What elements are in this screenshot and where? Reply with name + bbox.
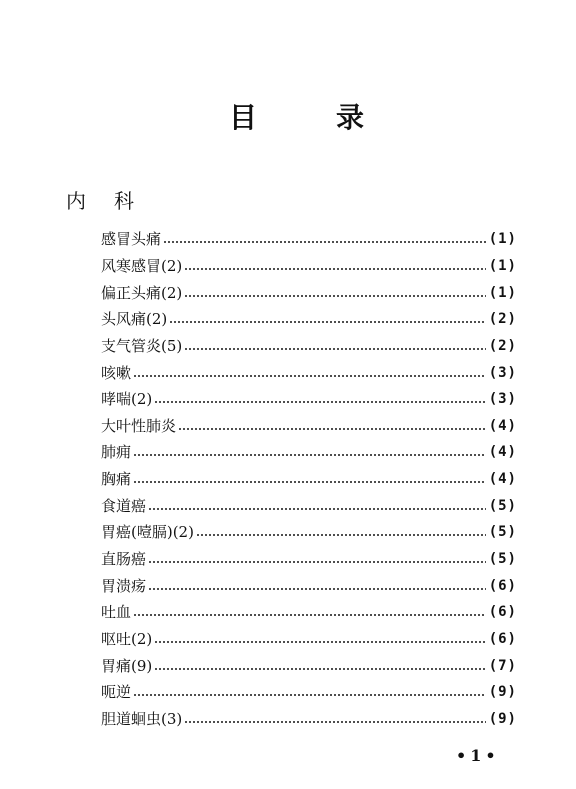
toc-entry[interactable] <box>101 626 517 653</box>
page-number: •1• <box>456 746 500 765</box>
toc-dot-leader <box>178 428 486 430</box>
toc-entry[interactable] <box>101 492 517 519</box>
toc-entry[interactable] <box>101 679 517 706</box>
toc-entry-page: (1) <box>488 231 517 248</box>
toc-entry-page: (5) <box>488 524 517 541</box>
toc-dot-leader <box>148 508 486 510</box>
toc-entry-page: (4) <box>488 444 517 461</box>
toc-entry-page: (6) <box>488 577 517 594</box>
toc-entry-title: 胃溃疡 <box>101 576 147 595</box>
toc-entry[interactable] <box>101 546 517 573</box>
toc-entry[interactable] <box>101 359 517 386</box>
section-heading <box>0 186 576 216</box>
toc-entry-page: (4) <box>488 417 517 434</box>
toc-entry-title: 吐血 <box>101 603 132 622</box>
toc-dot-leader <box>133 694 486 696</box>
toc-entry[interactable] <box>101 333 517 360</box>
toc-entry-title: 咳嗽 <box>101 363 132 382</box>
toc-entry-page: (1) <box>488 284 517 301</box>
toc-entry-title: 感冒头痛 <box>101 230 162 249</box>
toc-entry-page: (2) <box>488 311 517 328</box>
toc-list <box>101 226 517 732</box>
toc-entry-page: (9) <box>488 710 517 727</box>
toc-dot-leader <box>133 614 486 616</box>
toc-entry[interactable] <box>101 519 517 546</box>
toc-entry-page: (3) <box>488 364 517 381</box>
toc-entry[interactable] <box>101 652 517 679</box>
toc-entry-page: (6) <box>488 630 517 647</box>
toc-entry-title: 头风痛(2) <box>101 310 168 329</box>
page-title-char-1: 目 <box>229 101 258 134</box>
toc-dot-leader <box>154 641 485 643</box>
toc-entry-page: (5) <box>488 497 517 514</box>
toc-dot-leader <box>196 534 486 536</box>
toc-dot-leader <box>169 321 485 323</box>
toc-dot-leader <box>154 668 485 670</box>
toc-entry-title: 胃癌(噎膈)(2) <box>101 523 194 542</box>
toc-entry-title: 食道癌 <box>101 496 147 515</box>
toc-entry-title: 哮喘(2) <box>101 390 153 409</box>
toc-dot-leader <box>148 588 486 590</box>
toc-entry-title: 呃逆 <box>101 683 132 702</box>
toc-dot-leader <box>154 401 485 403</box>
toc-entry-page: (4) <box>488 471 517 488</box>
toc-entry[interactable] <box>101 306 517 333</box>
toc-entry-title: 大叶性肺炎 <box>101 416 177 435</box>
toc-entry[interactable] <box>101 386 517 413</box>
toc-dot-leader <box>133 375 486 377</box>
page-title <box>0 98 576 138</box>
toc-entry[interactable] <box>101 226 517 253</box>
toc-dot-leader <box>133 481 486 483</box>
toc-entry-page: (9) <box>488 684 517 701</box>
toc-entry-title: 风寒感冒(2) <box>101 256 183 275</box>
toc-entry-title: 支气管炎(5) <box>101 336 183 355</box>
toc-dot-leader <box>184 348 485 350</box>
section-heading-char-2: 科 <box>114 189 134 213</box>
toc-entry[interactable] <box>101 439 517 466</box>
toc-entry-page: (2) <box>488 337 517 354</box>
toc-dot-leader <box>133 454 486 456</box>
toc-dot-leader <box>163 241 486 243</box>
toc-entry-page: (1) <box>488 257 517 274</box>
section-heading-char-1: 内 <box>66 189 86 213</box>
toc-entry-title: 胆道蛔虫(3) <box>101 709 183 728</box>
toc-entry-title: 呕吐(2) <box>101 629 153 648</box>
toc-entry[interactable] <box>101 599 517 626</box>
toc-entry[interactable] <box>101 253 517 280</box>
toc-entry-title: 肺痈 <box>101 443 132 462</box>
toc-dot-leader <box>184 721 485 723</box>
page-title-char-2: 录 <box>336 101 365 134</box>
toc-entry-page: (6) <box>488 604 517 621</box>
toc-entry-title: 偏正头痛(2) <box>101 283 183 302</box>
toc-entry[interactable] <box>101 706 517 733</box>
toc-entry-title: 胃痛(9) <box>101 656 153 675</box>
toc-dot-leader <box>148 561 486 563</box>
toc-entry[interactable] <box>101 412 517 439</box>
toc-entry[interactable] <box>101 572 517 599</box>
toc-entry-title: 胸痛 <box>101 470 132 489</box>
toc-entry-page: (5) <box>488 551 517 567</box>
toc-entry-page: (3) <box>488 391 517 408</box>
toc-entry-page: (7) <box>488 657 517 674</box>
toc-dot-leader <box>184 295 485 297</box>
toc-entry[interactable] <box>101 466 517 493</box>
toc-dot-leader <box>184 268 485 270</box>
toc-entry-title: 直肠癌 <box>101 550 147 568</box>
toc-entry[interactable] <box>101 279 517 306</box>
